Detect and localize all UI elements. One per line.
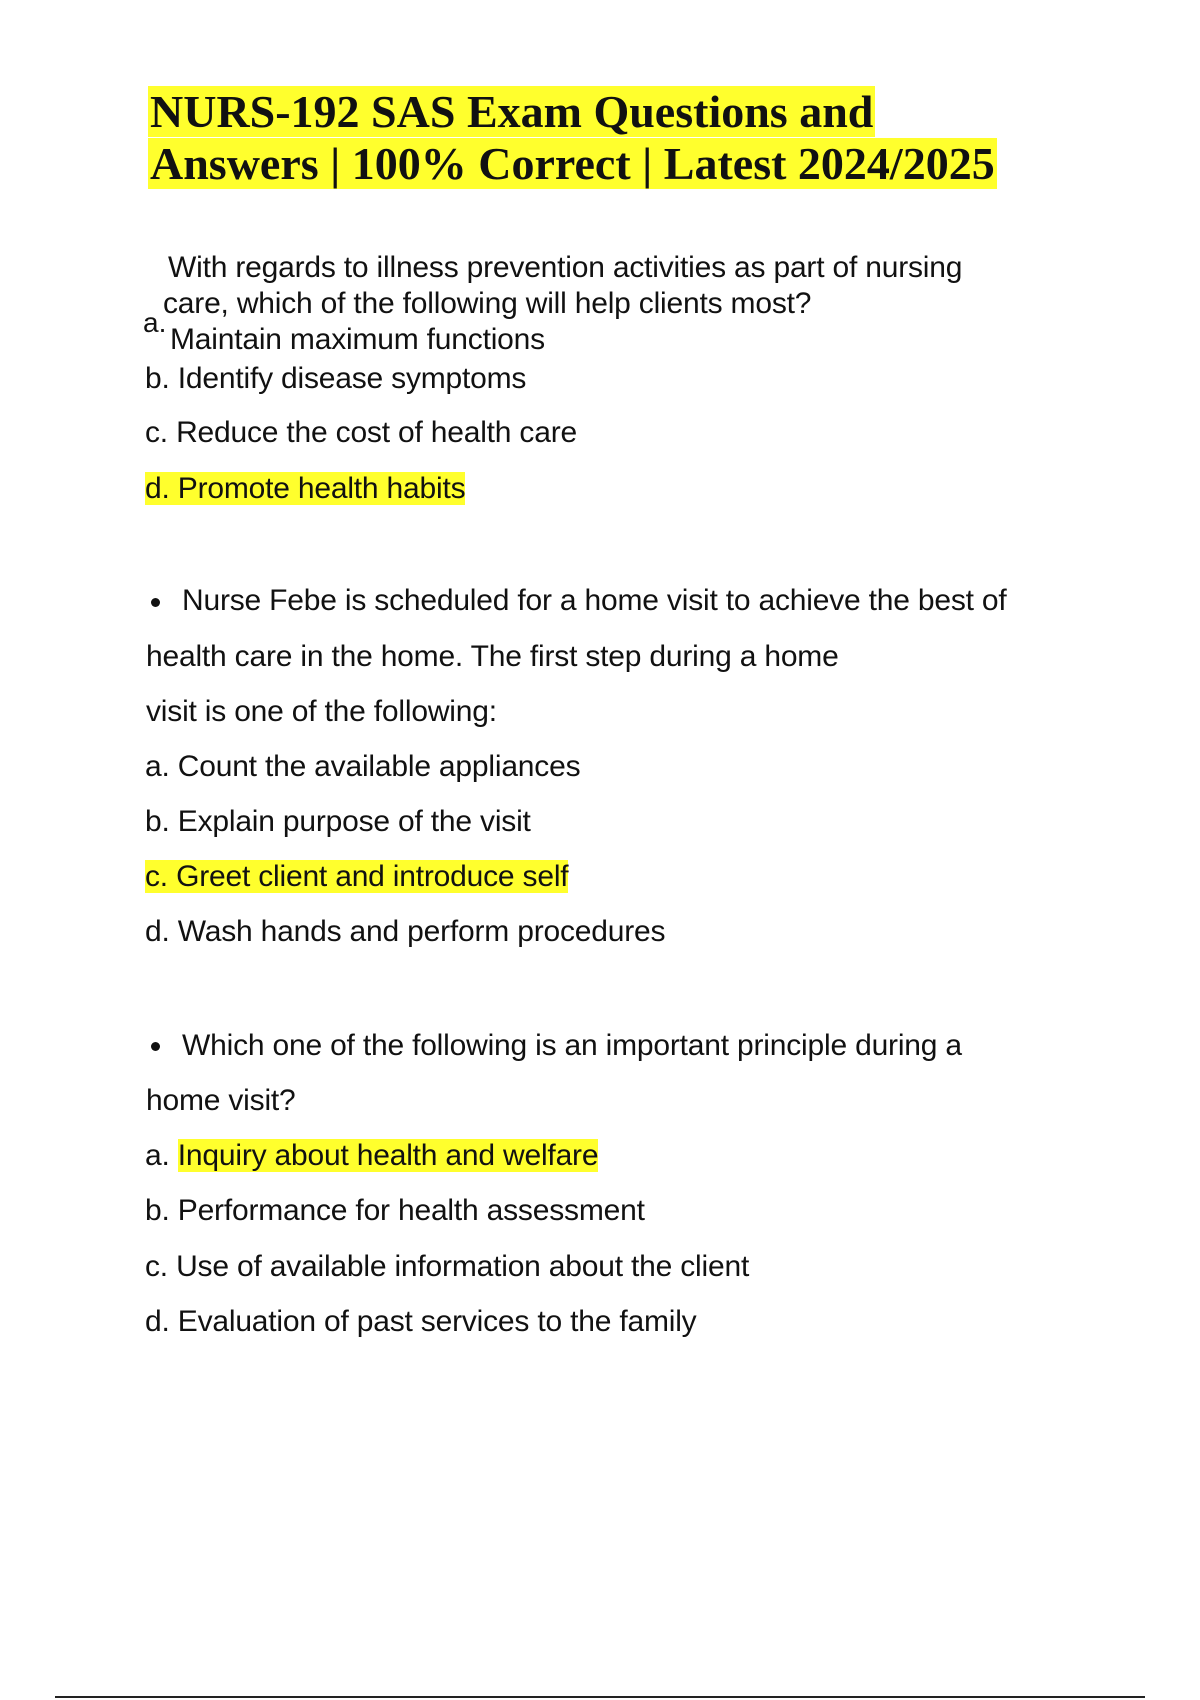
question-2-option-d: d. Wash hands and perform procedures	[145, 915, 666, 948]
question-1-option-b: b. Identify disease symptoms	[145, 362, 527, 395]
question-2-stem-line-2: health care in the home. The first step during a home	[146, 640, 839, 673]
footer-divider	[55, 1696, 1145, 1698]
answer-highlight: c. Greet client and introduce self	[145, 860, 569, 893]
question-1-option-d-answer	[145, 471, 465, 507]
question-3-stem-line-2: home visit?	[146, 1084, 296, 1117]
question-1-option-a: Maintain maximum functions	[170, 323, 545, 356]
question-2-option-b: b. Explain purpose of the visit	[145, 805, 531, 838]
question-3-option-d: d. Evaluation of past services to the family	[145, 1305, 697, 1338]
option-letter: a.	[145, 1139, 170, 1172]
question-2-stem-line-1: Nurse Febe is scheduled for a home visit to achieve the best of	[182, 584, 1007, 617]
question-2-option-c-answer	[145, 859, 568, 895]
bullet-icon	[151, 1042, 160, 1051]
question-2-stem-line-3: visit is one of the following:	[146, 695, 497, 728]
question-3-option-a-answer	[145, 1138, 598, 1174]
question-1-option-c: c. Reduce the cost of health care	[145, 416, 577, 449]
question-1-stem-line-2: care, which of the following will help clients most?	[163, 287, 812, 320]
question-1-stem-line-1: With regards to illness prevention activities as part of nursing	[168, 251, 963, 284]
question-3-option-c: c. Use of available information about the client	[145, 1250, 750, 1283]
title-line-1: NURS-192 SAS Exam Questions and	[150, 86, 874, 137]
answer-highlight: Inquiry about health and welfare	[177, 1139, 599, 1172]
question-1-option-a-letter: a.	[143, 307, 167, 338]
answer-highlight: d. Promote health habits	[145, 472, 466, 505]
document-title	[148, 86, 1088, 190]
question-3-stem-line-1: Which one of the following is an important principle during a	[182, 1029, 962, 1062]
title-line-2: Answers | 100% Correct | Latest 2024/2025	[150, 138, 995, 189]
bullet-icon	[151, 598, 160, 607]
question-3-option-b: b. Performance for health assessment	[145, 1194, 645, 1227]
question-2-option-a: a. Count the available appliances	[145, 750, 581, 783]
